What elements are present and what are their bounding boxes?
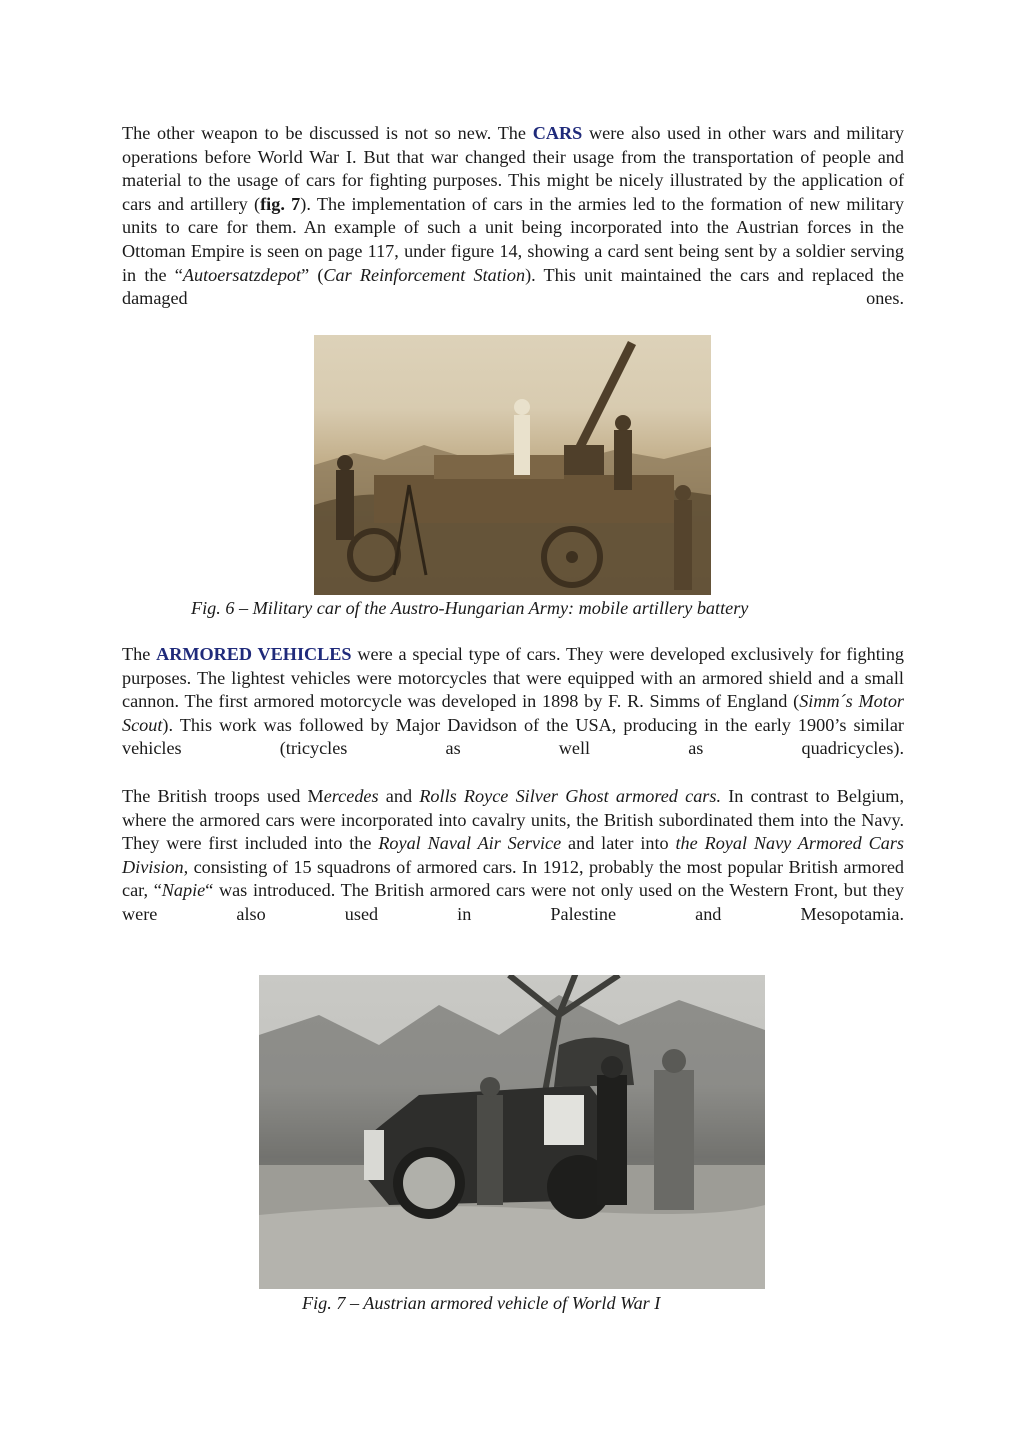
napie-name: Napie xyxy=(161,880,206,901)
paragraph-armored-vehicles xyxy=(122,643,904,785)
figure-6-caption: Fig. 6 – Military car of the Austro-Hungarian Army: mobile artillery battery xyxy=(191,598,749,618)
paragraph-cars xyxy=(122,122,904,334)
keyword-cars: CARS xyxy=(532,123,583,143)
figure-7-caption: Fig. 7 – Austrian armored vehicle of World War I xyxy=(302,1293,661,1313)
text-span: The British troops used M xyxy=(122,786,324,806)
figure-7-photo xyxy=(259,975,765,1289)
text-span: were a special type of cars. They were developed exclusively for fighting purposes. The lightest vehicles were motorcycles that were equipped with an armored shield and a small cannon. The first armored motorcycle was developed in 1898 by F. R. Simms of England ( xyxy=(122,644,905,712)
text-span: consisting of 15 squadrons of armored cars. In 1912, probably the most popular British armored car, “ xyxy=(122,856,904,901)
paragraph-british-armored-cars xyxy=(122,785,904,950)
text-span: ” ( xyxy=(301,264,324,285)
figure-reference: fig. 7 xyxy=(260,193,301,214)
text-span: ). This unit maintained the cars and replaced the damaged ones. xyxy=(122,264,904,309)
text-span: and later into xyxy=(561,833,676,854)
text-span: In contrast to Belgium, where the armored cars were incorporated into cavalry units, the British subordinated them into the Navy. They were first included into the xyxy=(122,786,904,854)
rnas-name: Royal Naval Air Service xyxy=(378,833,562,854)
mercedes-name: ercedes xyxy=(323,786,379,806)
text-span: ). This work was followed by Major Davidson of the USA, producing in the early 1900’s similar vehicles (tricycles as well as quadricycles). xyxy=(122,714,904,759)
text-span: were also used in other wars and military operations before World War I. But that war changed their usage from the transportation of people and material to the usage of cars for fighting purposes. This might be nicely illustrated by the application of cars and artillery ( xyxy=(122,123,905,214)
unit-name-german: Autoersatzdepot xyxy=(182,264,302,285)
figure-6-photo xyxy=(314,335,711,595)
armored-vehicle-illustration xyxy=(259,975,765,1289)
text-span: The other weapon to be discussed is not so new. The xyxy=(122,123,533,143)
motor-scout-name: Simm´s Motor Scout xyxy=(122,691,904,735)
rolls-royce-name: Rolls Royce Silver Ghost armored cars. xyxy=(419,786,721,806)
unit-name-english: Car Reinforcement Station xyxy=(323,264,526,285)
text-span: “ was introduced. The British armored cars were not only used on the Western Front, but they were also used in Palestine and Mesopotamia. xyxy=(122,880,905,924)
artillery-battery-illustration xyxy=(314,335,711,595)
keyword-armored-vehicles: ARMORED VEHICLES xyxy=(156,644,352,664)
text-span: ). The implementation of cars in the armies led to the formation of new military units to care for them. An example of such a unit being incorporated into the Austrian forces in the Ottoman Empire is seen on page 117, under figure 14, showing a card sent being sent by a soldier serving in the “ xyxy=(122,193,904,285)
text-span: and xyxy=(378,786,420,806)
text-span: The xyxy=(122,644,157,664)
rnacd-name: the Royal Navy Armored Cars Division, xyxy=(122,833,904,877)
